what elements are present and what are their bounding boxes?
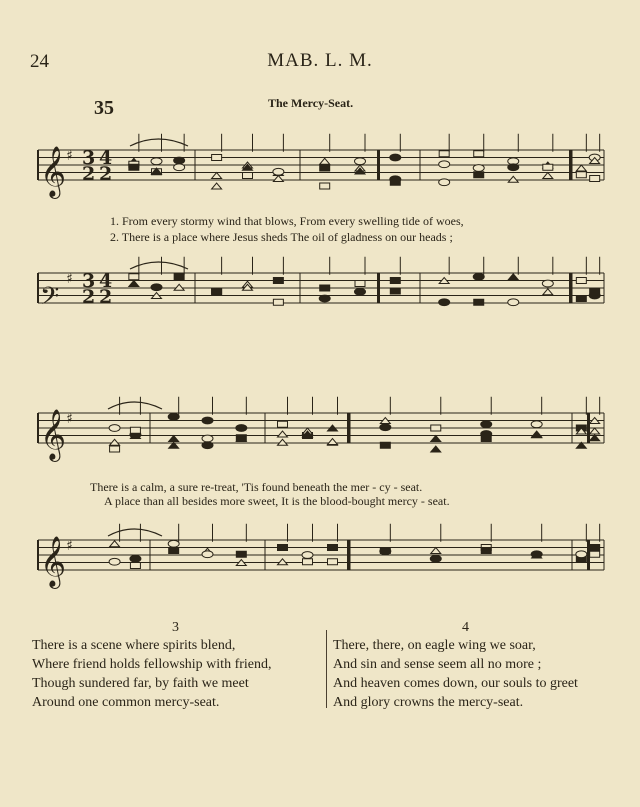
note-head <box>319 295 330 302</box>
shape-note <box>273 176 283 182</box>
note-head <box>151 284 162 291</box>
verse-line: Around one common mercy-seat. <box>32 695 220 710</box>
shape-note <box>439 151 449 157</box>
shape-note <box>110 446 120 452</box>
double-barline <box>587 413 590 443</box>
shape-note <box>273 299 283 305</box>
note-head <box>390 154 401 161</box>
note-head <box>202 435 213 442</box>
note-head <box>355 158 366 165</box>
time-signature-bottom: 2 2 <box>82 286 113 308</box>
shape-note <box>320 165 330 171</box>
shape-note <box>130 563 140 569</box>
shape-note <box>508 274 518 280</box>
shape-note <box>212 183 222 189</box>
note-head <box>542 280 553 287</box>
treble-clef: 𝄞 <box>40 146 67 197</box>
shape-note <box>236 551 246 557</box>
note-head <box>439 161 450 168</box>
shape-note <box>590 288 600 294</box>
shape-note <box>278 439 288 445</box>
shape-note <box>328 439 338 445</box>
note-head <box>174 157 185 164</box>
shape-note <box>390 288 400 294</box>
shape-note <box>431 548 441 554</box>
verse-4-number: 4 <box>462 620 469 635</box>
double-barline <box>347 413 350 443</box>
shape-note <box>576 172 586 178</box>
hymn-title: The Mercy-Seat. <box>268 96 354 110</box>
shape-note <box>390 179 400 185</box>
shape-note <box>543 164 553 170</box>
verse-line: And heaven comes down, our souls to greet <box>333 676 578 691</box>
shape-note <box>543 173 553 179</box>
note-head <box>130 555 141 562</box>
note-head <box>174 164 185 171</box>
shape-note <box>110 439 120 445</box>
slur <box>108 529 162 536</box>
system2-lyrics-verse2: A place than all besides more sweet, It is the blood-bought mercy - seat. <box>104 494 450 508</box>
shape-note <box>328 559 338 565</box>
shape-note <box>169 436 179 442</box>
shape-note <box>590 176 600 182</box>
shape-note <box>390 278 400 284</box>
note-head <box>481 421 492 428</box>
shape-note <box>130 427 140 433</box>
tune-title: MAB. L. M. <box>267 50 373 71</box>
sharp-sign: ♯ <box>66 411 73 427</box>
note-head <box>439 299 450 306</box>
slur <box>108 402 162 409</box>
system2-lyrics-verse1: There is a calm, a sure re-treat, 'Tis found beneath the mer - cy - seat. <box>90 480 423 494</box>
shape-note <box>169 548 179 554</box>
treble-clef: 𝄞 <box>40 409 67 460</box>
note-head <box>531 551 542 558</box>
shape-note <box>590 551 600 557</box>
time-signature-top: 3 4 <box>82 147 113 169</box>
shape-note <box>174 284 184 290</box>
shape-note <box>320 158 330 164</box>
verse-line: Where friend holds fellowship with friend, <box>32 657 272 672</box>
shape-note <box>129 281 139 287</box>
shape-note <box>474 172 484 178</box>
note-head <box>481 431 492 438</box>
shape-note <box>320 285 330 291</box>
shape-note <box>236 435 246 441</box>
note-head <box>202 551 213 558</box>
shape-note <box>278 431 288 437</box>
shape-note <box>212 155 222 161</box>
double-barline <box>377 150 380 180</box>
note-head <box>168 413 179 420</box>
shape-note <box>278 559 288 565</box>
page-number: 24 <box>30 51 49 72</box>
note-head <box>473 165 484 172</box>
note-head <box>439 179 450 186</box>
column-divider <box>326 630 327 708</box>
shape-note <box>508 176 518 182</box>
note-head <box>236 425 247 432</box>
shape-note <box>474 151 484 157</box>
shape-note <box>129 164 139 170</box>
note-head <box>302 552 313 559</box>
shape-note <box>481 548 491 554</box>
shape-note <box>278 421 288 427</box>
shape-note <box>590 428 600 434</box>
shape-note <box>212 173 222 179</box>
shape-note <box>273 278 283 284</box>
note-head <box>355 288 366 295</box>
double-barline <box>377 273 380 303</box>
sharp-sign: ♯ <box>66 538 73 554</box>
verse-line: There, there, on eagle wing we soar, <box>333 638 536 653</box>
note-head <box>202 442 213 449</box>
note-head <box>273 168 284 175</box>
verse-3-number: 3 <box>172 620 179 635</box>
shape-note <box>431 436 441 442</box>
shape-note <box>328 545 338 551</box>
treble-clef: 𝄞 <box>40 536 67 587</box>
note-head <box>531 421 542 428</box>
verse-3-text <box>32 636 272 712</box>
note-head <box>576 551 587 558</box>
shape-note <box>303 559 313 565</box>
hymn-number: 35 <box>94 97 114 119</box>
verse-line: There is a scene where spirits blend, <box>32 638 236 653</box>
bass-clef: 𝄢 <box>40 282 60 317</box>
double-barline <box>569 273 572 303</box>
note-head <box>168 540 179 547</box>
note-head <box>508 164 519 171</box>
verse-4-text <box>333 636 578 712</box>
system1-lyrics-verse2: 2. There is a place where Jesus sheds The oil of gladness on our heads ; <box>110 230 453 244</box>
sharp-sign: ♯ <box>66 271 73 287</box>
shape-note <box>380 548 390 554</box>
shape-note <box>576 278 586 284</box>
verse-line: And sin and sense seem all no more ; <box>333 657 542 672</box>
double-barline <box>569 150 572 180</box>
shape-note <box>576 296 586 302</box>
shape-note <box>243 173 253 179</box>
note-head <box>109 425 120 432</box>
sharp-sign: ♯ <box>66 148 73 164</box>
note-head <box>380 424 391 431</box>
note-head <box>109 558 120 565</box>
shape-note <box>474 299 484 305</box>
shape-note <box>532 431 542 437</box>
time-signature-top: 3 4 <box>82 270 113 292</box>
note-head <box>430 555 441 562</box>
shape-note <box>278 545 288 551</box>
note-head <box>508 299 519 306</box>
double-barline <box>347 540 350 570</box>
shape-note <box>380 442 390 448</box>
shape-note <box>431 425 441 431</box>
shape-note <box>174 274 184 280</box>
shape-note <box>431 446 441 452</box>
shape-note <box>543 289 553 295</box>
shape-note <box>212 288 222 294</box>
shape-note <box>110 541 120 547</box>
verse-line: And glory crowns the mercy-seat. <box>333 695 524 710</box>
time-signature-bottom: 2 2 <box>82 163 113 185</box>
note-head <box>151 158 162 165</box>
shape-note <box>355 281 365 287</box>
system1-lyrics-verse1: 1. From every stormy wind that blows, From every swelling tide of woes, <box>110 214 464 228</box>
verse-line: Though sundered far, by faith we meet <box>32 676 249 691</box>
shape-note <box>320 183 330 189</box>
note-head <box>202 417 213 424</box>
shape-note <box>129 274 139 280</box>
note-head <box>473 273 484 280</box>
shape-note <box>590 545 600 551</box>
shape-note <box>576 165 586 171</box>
